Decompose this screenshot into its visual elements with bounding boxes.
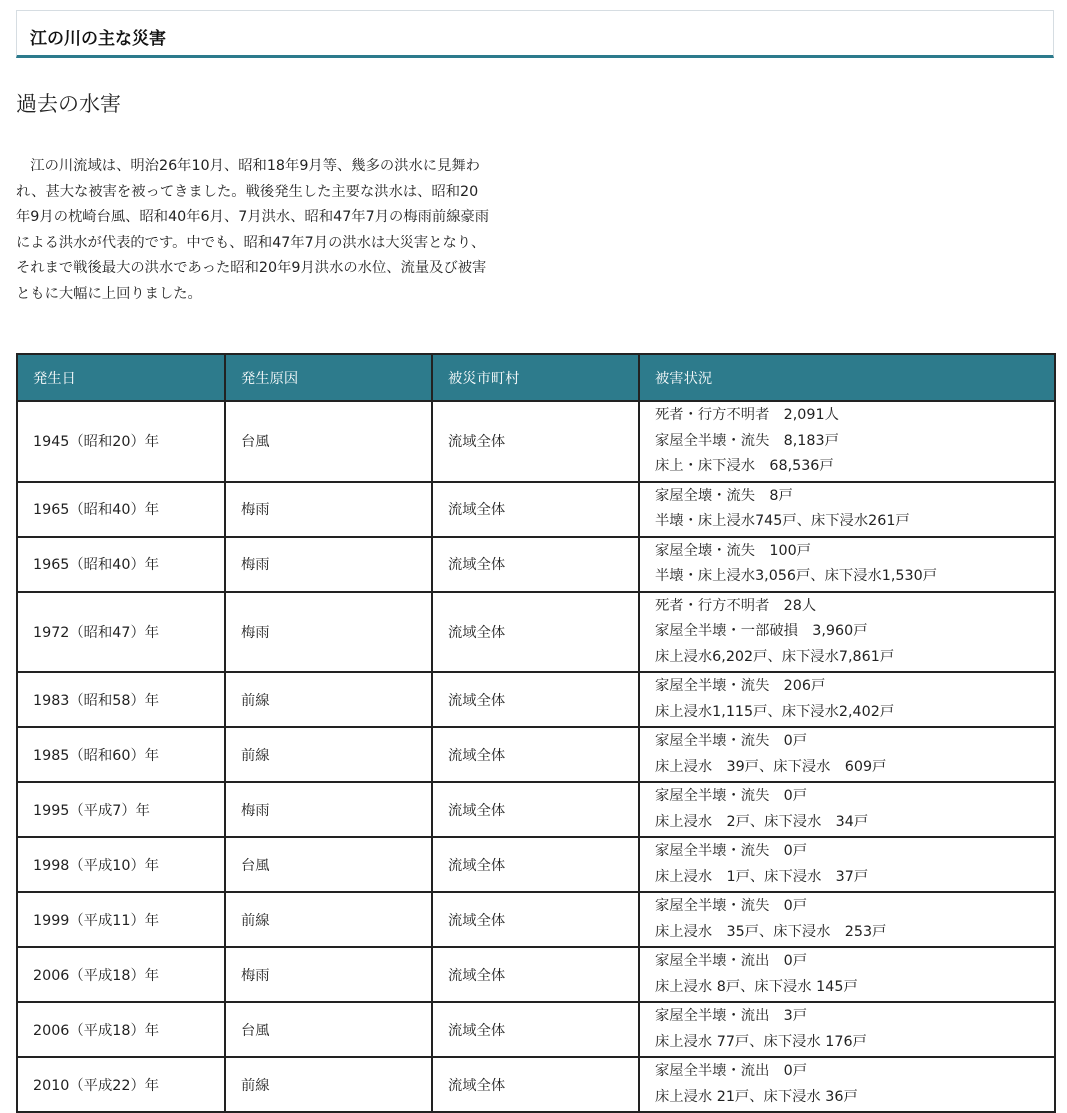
table-row: [17, 401, 1055, 482]
cell-cause: 台風: [225, 401, 432, 482]
damage-line: 家屋全半壊・流出 0戸: [655, 1063, 808, 1079]
cell-date: 1998（平成10）年: [17, 837, 225, 892]
damage-line: 床上浸水 21戸、床下浸水 36戸: [655, 1088, 858, 1105]
table-row: [17, 1057, 1055, 1112]
cell-date: 2006（平成18）年: [17, 947, 225, 1002]
cell-damage: [639, 1057, 1055, 1112]
damage-line: 死者・行方不明者 2,091人: [655, 407, 839, 423]
cell-area: 流域全体: [432, 837, 639, 892]
damage-line: 家屋全半壊・流出 3戸: [655, 1008, 808, 1024]
table-row: [17, 947, 1055, 1002]
table-row: [17, 672, 1055, 727]
cell-cause: 台風: [225, 1002, 432, 1057]
cell-date: 1985（昭和60）年: [17, 727, 225, 782]
cell-damage: [639, 837, 1055, 892]
cell-date: 1945（昭和20）年: [17, 401, 225, 482]
cell-area: 流域全体: [432, 482, 639, 537]
damage-line: 半壊・床上浸水3,056戸、床下浸水1,530戸: [655, 568, 938, 584]
cell-damage: [639, 401, 1055, 482]
header-cause: 発生原因: [225, 354, 432, 401]
damage-line: 床上浸水6,202戸、床下浸水7,861戸: [655, 648, 895, 665]
cell-area: 流域全体: [432, 672, 639, 727]
cell-cause: 梅雨: [225, 482, 432, 537]
cell-damage: [639, 947, 1055, 1002]
cell-damage: [639, 892, 1055, 947]
damage-line: 床上浸水 8戸、床下浸水 145戸: [655, 978, 858, 995]
damage-line: 床上浸水1,115戸、床下浸水2,402戸: [655, 703, 895, 720]
table-row: [17, 782, 1055, 837]
damage-line: 床上浸水 35戸、床下浸水 253戸: [655, 923, 887, 940]
cell-date: 1972（昭和47）年: [17, 592, 225, 673]
table-row: [17, 537, 1055, 592]
table-row: [17, 837, 1055, 892]
header-damage: 被害状況: [639, 354, 1055, 401]
cell-date: 1999（平成11）年: [17, 892, 225, 947]
cell-area: 流域全体: [432, 537, 639, 592]
cell-cause: 前線: [225, 1057, 432, 1112]
header-date: 発生日: [17, 354, 225, 401]
cell-damage: [639, 727, 1055, 782]
table-row: [17, 592, 1055, 673]
section-title: 江の川の主な災害: [30, 29, 166, 49]
cell-area: 流域全体: [432, 947, 639, 1002]
cell-damage: [639, 782, 1055, 837]
cell-damage: [639, 672, 1055, 727]
damage-line: 半壊・床上浸水745戸、床下浸水261戸: [655, 513, 910, 529]
damage-line: 家屋全半壊・流失 0戸: [655, 788, 808, 804]
page-subheading: 過去の水害: [16, 92, 121, 116]
damage-line: 家屋全半壊・流出 0戸: [655, 953, 808, 969]
table-body: [17, 401, 1055, 1112]
damage-line: 床上浸水 39戸、床下浸水 609戸: [655, 758, 887, 775]
cell-date: 2006（平成18）年: [17, 1002, 225, 1057]
damage-line: 死者・行方不明者 28人: [655, 597, 817, 614]
cell-date: 1965（昭和40）年: [17, 537, 225, 592]
damage-line: 床上浸水 2戸、床下浸水 34戸: [655, 813, 869, 830]
page-content: [16, 0, 1054, 1105]
disaster-table: [16, 353, 1056, 1113]
cell-cause: 梅雨: [225, 782, 432, 837]
header-area: 被災市町村: [432, 354, 639, 401]
cell-damage: [639, 537, 1055, 592]
cell-date: 1983（昭和58）年: [17, 672, 225, 727]
cell-cause: 前線: [225, 672, 432, 727]
cell-area: 流域全体: [432, 592, 639, 673]
cell-area: 流域全体: [432, 782, 639, 837]
cell-cause: 梅雨: [225, 947, 432, 1002]
damage-line: 家屋全壊・流失 100戸: [655, 542, 811, 559]
table-header-row: [17, 354, 1055, 401]
damage-line: 床上浸水 77戸、床下浸水 176戸: [655, 1033, 867, 1050]
damage-line: 床上・床下浸水 68,536戸: [655, 458, 834, 474]
table-row: [17, 727, 1055, 782]
cell-date: 1995（平成7）年: [17, 782, 225, 837]
table-row: [17, 892, 1055, 947]
section-header: [16, 10, 1054, 58]
damage-line: 家屋全半壊・一部破損 3,960戸: [655, 623, 868, 639]
cell-damage: [639, 592, 1055, 673]
damage-line: 家屋全半壊・流失 8,183戸: [655, 432, 839, 449]
intro-paragraph: 江の川流域は、明治26年10月、昭和18年9月等、幾多の洪水に見舞われ、甚大な被害を被ってきました。戦後発生した主要な洪水は、昭和20年9月の枕崎台風、昭和40年6月、7月洪水、昭和47年7月の梅雨前線豪雨による洪水が代表的です。中でも、昭和47年7月の洪水は大災害となり、それまで戦後最大の洪水であった昭和20年9月洪水の水位、流量及び被害ともに大幅に上回りました。: [16, 158, 490, 302]
table-row: [17, 482, 1055, 537]
damage-line: 床上浸水 1戸、床下浸水 37戸: [655, 868, 869, 885]
damage-line: 家屋全半壊・流失 0戸: [655, 843, 808, 859]
cell-area: 流域全体: [432, 1002, 639, 1057]
cell-area: 流域全体: [432, 1057, 639, 1112]
cell-cause: 梅雨: [225, 592, 432, 673]
cell-date: 1965（昭和40）年: [17, 482, 225, 537]
cell-date: 2010（平成22）年: [17, 1057, 225, 1112]
cell-cause: 前線: [225, 727, 432, 782]
cell-cause: 前線: [225, 892, 432, 947]
cell-cause: 台風: [225, 837, 432, 892]
cell-area: 流域全体: [432, 401, 639, 482]
damage-line: 家屋全半壊・流失 206戸: [655, 678, 826, 694]
cell-damage: [639, 1002, 1055, 1057]
cell-area: 流域全体: [432, 892, 639, 947]
cell-damage: [639, 482, 1055, 537]
table-row: [17, 1002, 1055, 1057]
cell-area: 流域全体: [432, 727, 639, 782]
damage-line: 家屋全壊・流失 8戸: [655, 487, 793, 504]
damage-line: 家屋全半壊・流失 0戸: [655, 898, 808, 914]
cell-cause: 梅雨: [225, 537, 432, 592]
damage-line: 家屋全半壊・流失 0戸: [655, 733, 808, 749]
